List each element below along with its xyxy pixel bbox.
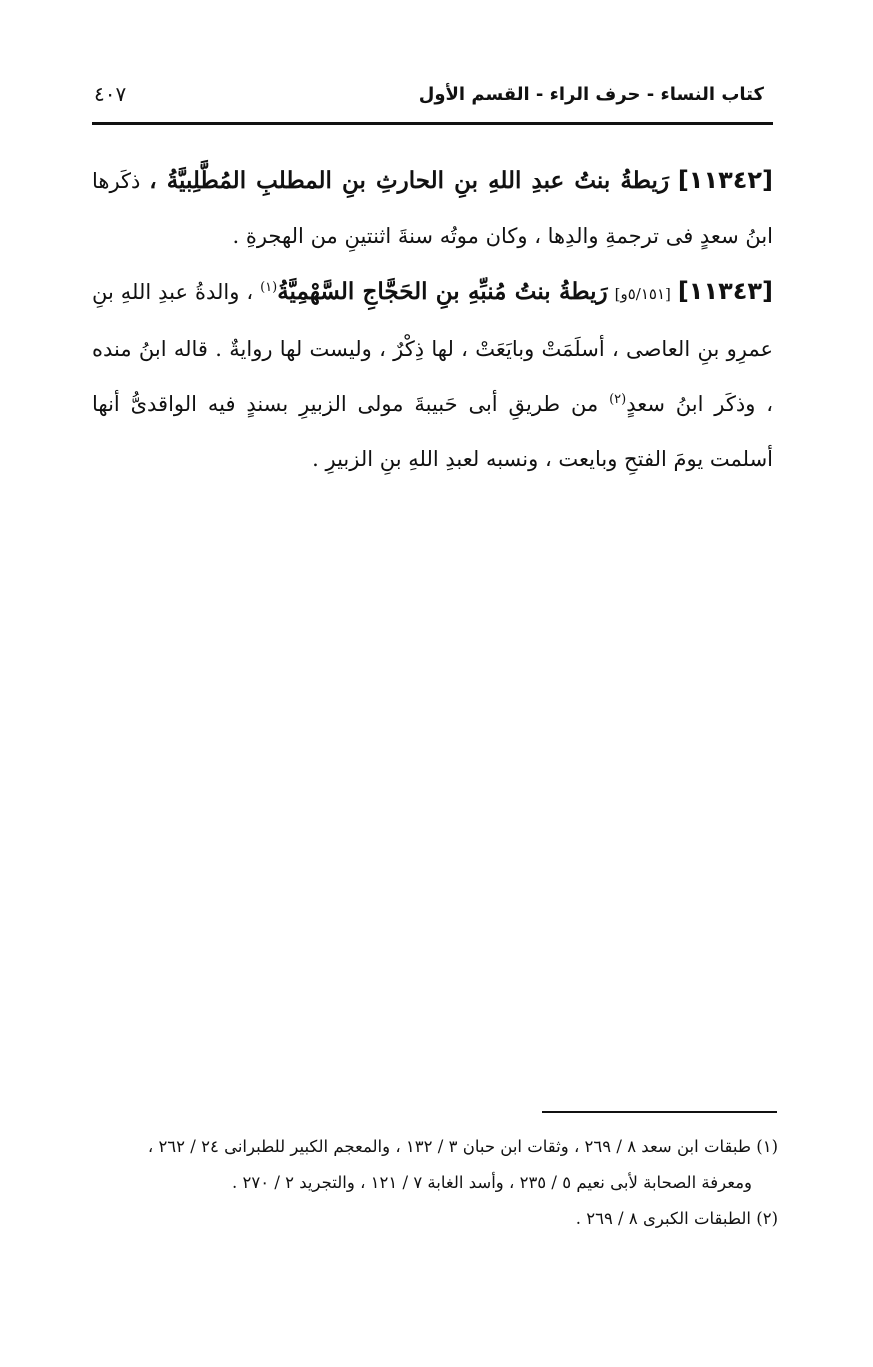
page-number: ٤٠٧ [94,82,127,106]
entry-name: رَيطةُ بنتُ عبدِ اللهِ بنِ الحارثِ بنِ المطلبِ المُطَّلِبيَّةُ ، [149,167,670,194]
footnote-line: (١) طبقات ابن سعد ٨ / ٢٦٩ ، وثقات ابن حبان ٣ / ١٣٢ ، والمعجم الكبير للطبرانى ٢٤ / ٢٦٢ ، [147,1137,778,1156]
footnote-rule [542,1111,777,1113]
entry-11343 [92,264,773,487]
entry-name: رَيطةُ بنتُ مُنبِّهِ بنِ الحَجَّاجِ السَّهْمِيَّةُ [277,278,608,305]
running-header [92,78,772,118]
entry-text-continued: من طريقِ أبى حَبيبةَ مولى الزبيرِ بسندٍ فيه الواقدىُّ أنها أسلمت يومَ الفتحِ وبايعت ، ونسبه لعبدِ اللهِ بنِ الزبيرِ . [92,392,773,471]
footnote-2 [92,1201,778,1237]
running-title: كتاب النساء - حرف الراء - القسم الأول [418,84,764,105]
footnote-marker-1: (١) [260,280,278,295]
entry-number: [١١٣٤٢] [677,166,774,194]
entry-text: ، والدةُ عبدِ اللهِ بنِ عمرِو بنِ العاصى ، أسلَمَتْ وبايَعَتْ ، لها ذِكْرٌ ، وليست لها روايةٌ . قاله ابنُ منده ، وذكَر ابنُ سعدٍ [92,280,773,416]
entry-text: ذكَرها ابنُ سعدٍ فى ترجمةِ والدِها ، وكان موتُه سنةَ اثنتينِ من الهجرةِ . [92,169,773,248]
main-text [92,153,773,487]
volume-reference: [٥/١٥١و] [614,285,671,303]
entry-number: [١١٣٤٣] [677,277,774,305]
footnote-line: ومعرفة الصحابة لأبى نعيم ٥ / ٢٣٥ ، وأسد الغابة ٧ / ١٢١ ، والتجريد ٢ / ٢٧٠ . [231,1173,752,1192]
header-rule [92,122,773,125]
footnote-1 [92,1129,778,1201]
footnotes [92,1129,778,1237]
footnote-marker-2: (٢) [609,392,627,407]
footnote-line: (٢) الطبقات الكبرى ٨ / ٢٦٩ . [575,1209,778,1228]
entry-11342 [92,153,773,264]
